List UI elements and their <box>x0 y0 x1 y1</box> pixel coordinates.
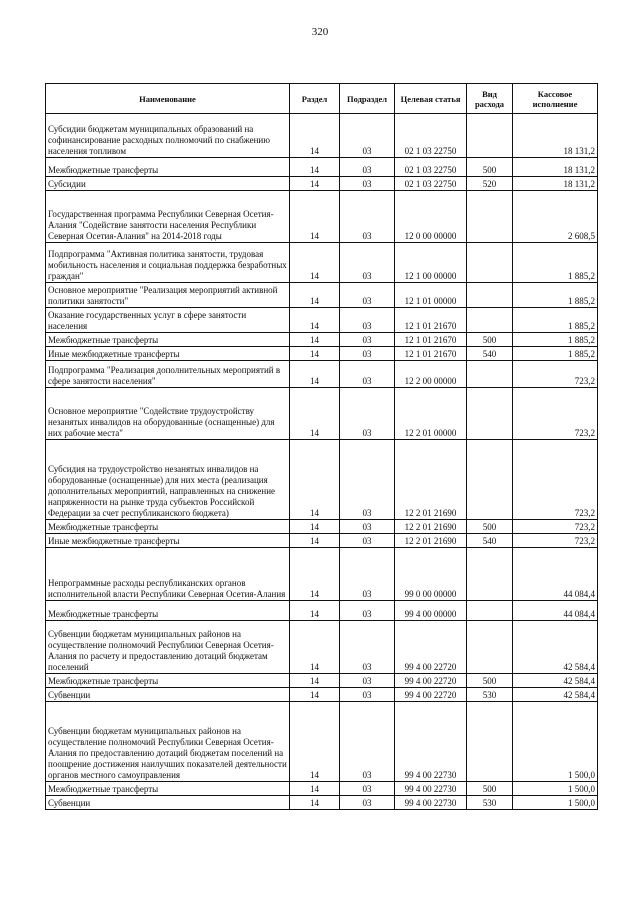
cell-target: 99 4 00 22730 <box>395 796 467 810</box>
cell-target: 99 4 00 22730 <box>395 782 467 796</box>
cell-section: 14 <box>290 333 340 347</box>
cell-amount: 723,2 <box>513 520 598 534</box>
table-row <box>46 177 598 191</box>
cell-section: 14 <box>290 688 340 702</box>
cell-target: 12 2 01 00000 <box>395 388 467 440</box>
table-row <box>46 796 598 810</box>
cell-name: Оказание государственных услуг в сфере занятости населения <box>46 308 290 333</box>
cell-section: 14 <box>290 114 340 158</box>
cell-type <box>467 702 513 782</box>
cell-name: Субвенции бюджетам муниципальных районов на осуществление полномочий Республики Северная Осетия-Алания по расчету и предоставлению дотаций бюджетам поселений <box>46 621 290 674</box>
cell-amount: 42 584,4 <box>513 674 598 688</box>
cell-type <box>467 621 513 674</box>
cell-name: Субсидия на трудоустройство незанятых инвалидов на оборудованные (оснащенные) для них места (реализация дополнительных мероприятий, направленных на снижение напряженности на рынке труда субъектов Российской Федерации за счет республиканского бюджета) <box>46 440 290 520</box>
cell-name: Субвенции бюджетам муниципальных районов на осуществление полномочий Республики Северная Осетия-Алания по предоставлению дотаций бюджетам поселений на поощрение достижения наилучших показателей деятельности органов местного самоуправления <box>46 702 290 782</box>
cell-name: Субсидии <box>46 177 290 191</box>
cell-target: 12 0 00 00000 <box>395 191 467 243</box>
cell-target: 99 4 00 22720 <box>395 621 467 674</box>
column-header-subsection: Подраздел <box>340 84 395 114</box>
cell-type <box>467 601 513 621</box>
cell-target: 12 2 01 21690 <box>395 520 467 534</box>
cell-type <box>467 308 513 333</box>
cell-section: 14 <box>290 361 340 388</box>
cell-target: 12 1 01 21670 <box>395 333 467 347</box>
table-row <box>46 158 598 177</box>
cell-type <box>467 548 513 601</box>
cell-amount: 1 885,2 <box>513 333 598 347</box>
cell-amount: 723,2 <box>513 440 598 520</box>
cell-subsection: 03 <box>340 548 395 601</box>
table-row <box>46 534 598 548</box>
cell-subsection: 03 <box>340 440 395 520</box>
cell-target: 12 1 01 21670 <box>395 308 467 333</box>
cell-name: Субвенции <box>46 796 290 810</box>
cell-target: 12 2 00 00000 <box>395 361 467 388</box>
cell-subsection: 03 <box>340 534 395 548</box>
cell-type: 520 <box>467 177 513 191</box>
cell-amount: 1 500,0 <box>513 702 598 782</box>
column-header-amount: Кассовое исполнение <box>513 84 598 114</box>
cell-target: 99 4 00 22720 <box>395 674 467 688</box>
cell-type: 500 <box>467 158 513 177</box>
column-header-type: Вид расхода <box>467 84 513 114</box>
cell-name: Межбюджетные трансферты <box>46 674 290 688</box>
table-row <box>46 548 598 601</box>
table-row <box>46 283 598 308</box>
cell-subsection: 03 <box>340 114 395 158</box>
cell-subsection: 03 <box>340 796 395 810</box>
cell-type: 540 <box>467 347 513 361</box>
cell-name: Подпрограмма "Реализация дополнительных мероприятий в сфере занятости населения" <box>46 361 290 388</box>
cell-amount: 1 885,2 <box>513 308 598 333</box>
cell-name: Основное мероприятие "Содействие трудоустройству незанятых инвалидов на оборудованные (оснащенные) для них рабочие места" <box>46 388 290 440</box>
cell-subsection: 03 <box>340 520 395 534</box>
cell-amount: 723,2 <box>513 388 598 440</box>
column-header-name: Наименование <box>46 84 290 114</box>
cell-subsection: 03 <box>340 158 395 177</box>
cell-target: 12 1 01 21670 <box>395 347 467 361</box>
table-row <box>46 114 598 158</box>
table-row <box>46 621 598 674</box>
cell-type <box>467 114 513 158</box>
table-row <box>46 601 598 621</box>
cell-amount: 1 500,0 <box>513 796 598 810</box>
cell-section: 14 <box>290 674 340 688</box>
cell-section: 14 <box>290 177 340 191</box>
cell-target: 99 4 00 22720 <box>395 688 467 702</box>
cell-name: Межбюджетные трансферты <box>46 333 290 347</box>
cell-type: 530 <box>467 688 513 702</box>
cell-amount: 42 584,4 <box>513 688 598 702</box>
cell-amount: 18 131,2 <box>513 177 598 191</box>
table-row <box>46 347 598 361</box>
page-number: 320 <box>311 26 329 38</box>
cell-name: Иные межбюджетные трансферты <box>46 534 290 548</box>
cell-type <box>467 440 513 520</box>
table-row <box>46 361 598 388</box>
cell-name: Межбюджетные трансферты <box>46 601 290 621</box>
cell-amount: 18 131,2 <box>513 158 598 177</box>
cell-target: 12 2 01 21690 <box>395 534 467 548</box>
cell-section: 14 <box>290 191 340 243</box>
cell-amount: 44 084,4 <box>513 601 598 621</box>
cell-type <box>467 388 513 440</box>
table-row <box>46 674 598 688</box>
cell-name: Подпрограмма "Активная политика занятости, трудовая мобильность населения и социальная поддержка безработных граждан" <box>46 243 290 283</box>
cell-section: 14 <box>290 283 340 308</box>
cell-type: 500 <box>467 520 513 534</box>
cell-type: 530 <box>467 796 513 810</box>
cell-type <box>467 191 513 243</box>
cell-name: Субвенции <box>46 688 290 702</box>
cell-section: 14 <box>290 601 340 621</box>
cell-section: 14 <box>290 621 340 674</box>
cell-name: Иные межбюджетные трансферты <box>46 347 290 361</box>
table-row <box>46 388 598 440</box>
cell-subsection: 03 <box>340 361 395 388</box>
cell-amount: 1 885,2 <box>513 347 598 361</box>
cell-target: 02 1 03 22750 <box>395 158 467 177</box>
cell-type <box>467 243 513 283</box>
cell-subsection: 03 <box>340 601 395 621</box>
cell-name: Основное мероприятие "Реализация мероприятий активной политики занятости" <box>46 283 290 308</box>
column-header-section: Раздел <box>290 84 340 114</box>
cell-amount: 42 584,4 <box>513 621 598 674</box>
table-row <box>46 191 598 243</box>
cell-section: 14 <box>290 534 340 548</box>
table-row <box>46 440 598 520</box>
cell-section: 14 <box>290 702 340 782</box>
cell-amount: 723,2 <box>513 534 598 548</box>
cell-section: 14 <box>290 796 340 810</box>
cell-type: 540 <box>467 534 513 548</box>
cell-section: 14 <box>290 243 340 283</box>
budget-table <box>45 83 598 810</box>
cell-amount: 44 084,4 <box>513 548 598 601</box>
cell-type: 500 <box>467 782 513 796</box>
cell-subsection: 03 <box>340 283 395 308</box>
cell-section: 14 <box>290 782 340 796</box>
cell-name: Государственная программа Республики Северная Осетия-Алания "Содействие занятости населения Республики Северная Осетия-Алания" на 2014-2018 годы <box>46 191 290 243</box>
cell-section: 14 <box>290 388 340 440</box>
cell-type: 500 <box>467 674 513 688</box>
cell-type <box>467 361 513 388</box>
cell-target: 12 1 00 00000 <box>395 243 467 283</box>
cell-subsection: 03 <box>340 702 395 782</box>
cell-subsection: 03 <box>340 243 395 283</box>
table-row <box>46 702 598 782</box>
cell-target: 99 0 00 00000 <box>395 548 467 601</box>
cell-amount: 2 608,5 <box>513 191 598 243</box>
cell-section: 14 <box>290 347 340 361</box>
table-row <box>46 333 598 347</box>
cell-target: 12 2 01 21690 <box>395 440 467 520</box>
cell-name: Непрограммные расходы республиканских органов исполнительной власти Республики Северная Осетия-Алания <box>46 548 290 601</box>
table-row <box>46 520 598 534</box>
cell-name: Межбюджетные трансферты <box>46 782 290 796</box>
cell-section: 14 <box>290 308 340 333</box>
cell-amount: 723,2 <box>513 361 598 388</box>
column-header-target: Целевая статья <box>395 84 467 114</box>
cell-subsection: 03 <box>340 621 395 674</box>
cell-type <box>467 283 513 308</box>
cell-subsection: 03 <box>340 688 395 702</box>
table-header-row <box>46 84 598 114</box>
cell-subsection: 03 <box>340 333 395 347</box>
cell-subsection: 03 <box>340 191 395 243</box>
cell-amount: 1 500,0 <box>513 782 598 796</box>
cell-section: 14 <box>290 548 340 601</box>
cell-amount: 18 131,2 <box>513 114 598 158</box>
cell-subsection: 03 <box>340 308 395 333</box>
cell-type: 500 <box>467 333 513 347</box>
cell-amount: 1 885,2 <box>513 243 598 283</box>
cell-subsection: 03 <box>340 782 395 796</box>
table-row <box>46 243 598 283</box>
cell-section: 14 <box>290 440 340 520</box>
cell-subsection: 03 <box>340 388 395 440</box>
cell-name: Субсидии бюджетам муниципальных образований на софинансирование расходных полномочий по снабжению населения топливом <box>46 114 290 158</box>
cell-target: 99 4 00 22730 <box>395 702 467 782</box>
cell-section: 14 <box>290 520 340 534</box>
cell-section: 14 <box>290 158 340 177</box>
cell-target: 02 1 03 22750 <box>395 114 467 158</box>
cell-amount: 1 885,2 <box>513 283 598 308</box>
cell-target: 99 4 00 00000 <box>395 601 467 621</box>
cell-target: 02 1 03 22750 <box>395 177 467 191</box>
cell-name: Межбюджетные трансферты <box>46 158 290 177</box>
table-row <box>46 688 598 702</box>
cell-subsection: 03 <box>340 177 395 191</box>
cell-subsection: 03 <box>340 347 395 361</box>
table-row <box>46 308 598 333</box>
cell-target: 12 1 01 00000 <box>395 283 467 308</box>
cell-name: Межбюджетные трансферты <box>46 520 290 534</box>
table-row <box>46 782 598 796</box>
cell-subsection: 03 <box>340 674 395 688</box>
